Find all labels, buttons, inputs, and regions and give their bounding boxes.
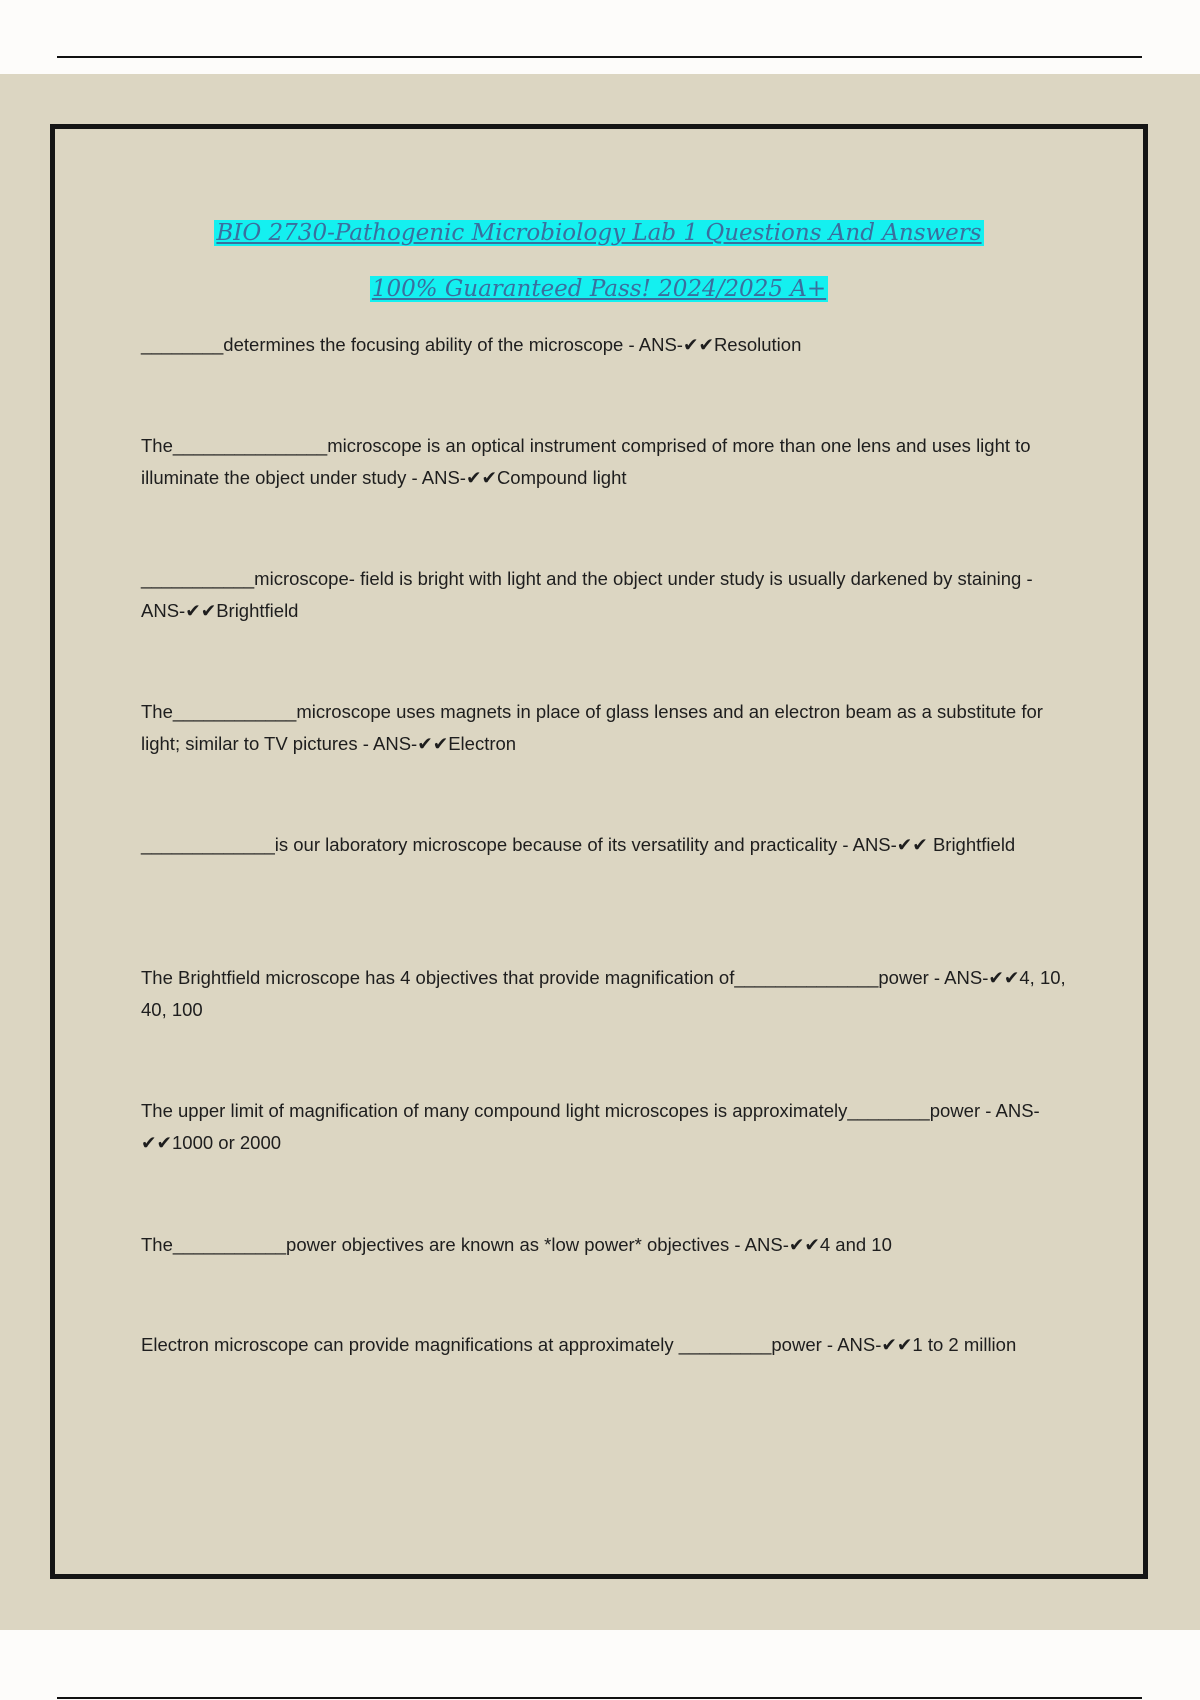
qa-item-5: _____________is our laboratory microscope because of its versatility and practicality - ANS-✔✔ Brightfield <box>141 834 1016 855</box>
header-rule <box>57 56 1142 58</box>
document-subtitle <box>55 274 1143 304</box>
qa-item-6: The Brightfield microscope has 4 objectives that provide magnification of______________power - ANS-✔✔4, 10, 40, 100 <box>141 967 1066 1020</box>
document-title-line1: BIO 2730-Pathogenic Microbiology Lab 1 Questions And Answers <box>216 220 982 246</box>
qa-item-8: The___________power objectives are known as *low power* objectives - ANS-✔✔4 and 10 <box>141 1234 892 1255</box>
content-frame <box>50 124 1148 1579</box>
document-title <box>55 218 1143 248</box>
document-title-line2: 100% Guaranteed Pass! 2024/2025 A+ <box>371 276 827 302</box>
qa-item-1: ________determines the focusing ability of the microscope - ANS-✔✔Resolution <box>141 334 802 355</box>
qa-item-2: The_______________microscope is an optical instrument comprised of more than one lens and uses light to illuminate the object under study - ANS-✔✔Compound light <box>141 435 1031 488</box>
footer-rule <box>57 1697 1142 1699</box>
qa-item-3: ___________microscope- field is bright with light and the object under study is usually darkened by staining - ANS-✔✔Brightfield <box>141 568 1033 621</box>
qa-item-7: The upper limit of magnification of many compound light microscopes is approximately________power - ANS-✔✔1000 or 2000 <box>141 1100 1040 1153</box>
qa-item-4: The____________microscope uses magnets in place of glass lenses and an electron beam as a substitute for light; similar to TV pictures - ANS-✔✔Electron <box>141 701 1043 754</box>
qa-item-9: Electron microscope can provide magnifications at approximately _________power - ANS-✔✔1 to 2 million <box>141 1334 1017 1355</box>
